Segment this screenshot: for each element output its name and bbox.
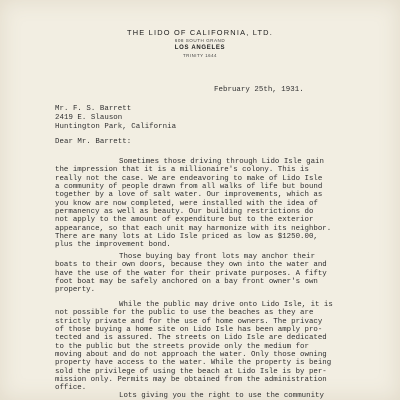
paragraph-line: appearance, so that each unit may harmonize with its neighbor. [55,224,332,233]
paragraph-line: boats to their own doors, because they own into the water and [55,261,327,270]
paragraph-2 [55,253,355,295]
paragraph-line: you know are now completed, were installed with the idea of [55,199,318,208]
paragraph-line: strictly private and for the use of home owners. The privacy [55,317,323,326]
salutation: Dear Mr. Barrett: [55,138,132,146]
letterhead-city: LOS ANGELES [174,45,226,51]
paragraph-line: tected and is assured. The streets on Lido Isle are dedicated [55,334,327,343]
paragraph-line: plus the improvement bond. [55,241,171,250]
paragraph-line: office. [55,384,87,393]
paragraph-line: property. [55,286,96,295]
recipient-street: 2419 E. Slauson [55,114,123,122]
paragraph-line: permanency as well as beauty. Our building restrictions do [55,208,314,217]
letterhead-phone: TRINITY 1644 [183,53,217,58]
paragraph-line: Sometimes those driving through Lido Isle gain [119,158,324,166]
paragraph-line: together by a love of salt water. Our improvements, which as [55,191,323,200]
paragraph-line: Lots giving you the right to use the community [119,392,324,400]
paragraph-line: There are many lots at Lido Isle priced as low as $1250.00, [55,233,318,242]
paragraph-line: not apply to the amount of expenditure but to the exterior [55,216,314,225]
paragraph-line: foot boat may be safely anchored on a bay front owner's own [55,278,318,287]
paragraph-line: not possible for the public to use the beaches as they are [55,309,314,318]
recipient-city: Huntington Park, California [55,123,177,131]
paragraph-3 [55,301,355,393]
paragraph-line: property have access to the water. While the property is being [55,359,332,368]
paragraph-line: the impression that it is a millionaire's colony. This is [55,166,309,175]
paragraph-line: of those buying a home site on Lido Isle has been amply pro- [55,326,323,335]
paragraph-line: a community of people drawn from all walks of life but bound [55,183,323,192]
paragraph-line: mission only. Permits may be obtained from the administration [55,376,327,385]
paragraph-4 [55,392,355,400]
recipient-name: Mr. F. S. Barrett [55,105,132,113]
paragraph-line: While the public may drive onto Lido Isle, it is [119,301,333,309]
paragraph-line: Those buying bay front lots may anchor their [119,253,316,261]
letterhead-company: THE LIDO OF CALIFORNIA, LTD. [127,28,273,37]
letterhead-address: 608 SOUTH GRAND [174,38,226,43]
paragraph-line: have the use of the water for their private purposes. A fifty [55,269,327,278]
paragraph-1 [55,158,355,250]
paragraph-line: sold the privilege of using the beach at Lido Isle is by per- [55,367,327,376]
paragraph-line: really not the case. We are endeavoring to make of Lido Isle [55,174,323,183]
letter-date: February 25th, 1931. [214,86,304,94]
paragraph-line: moving about and do not approach the water. Only those owning [55,351,327,360]
paragraph-line: to the public but the streets provide only the medium for [55,342,309,351]
